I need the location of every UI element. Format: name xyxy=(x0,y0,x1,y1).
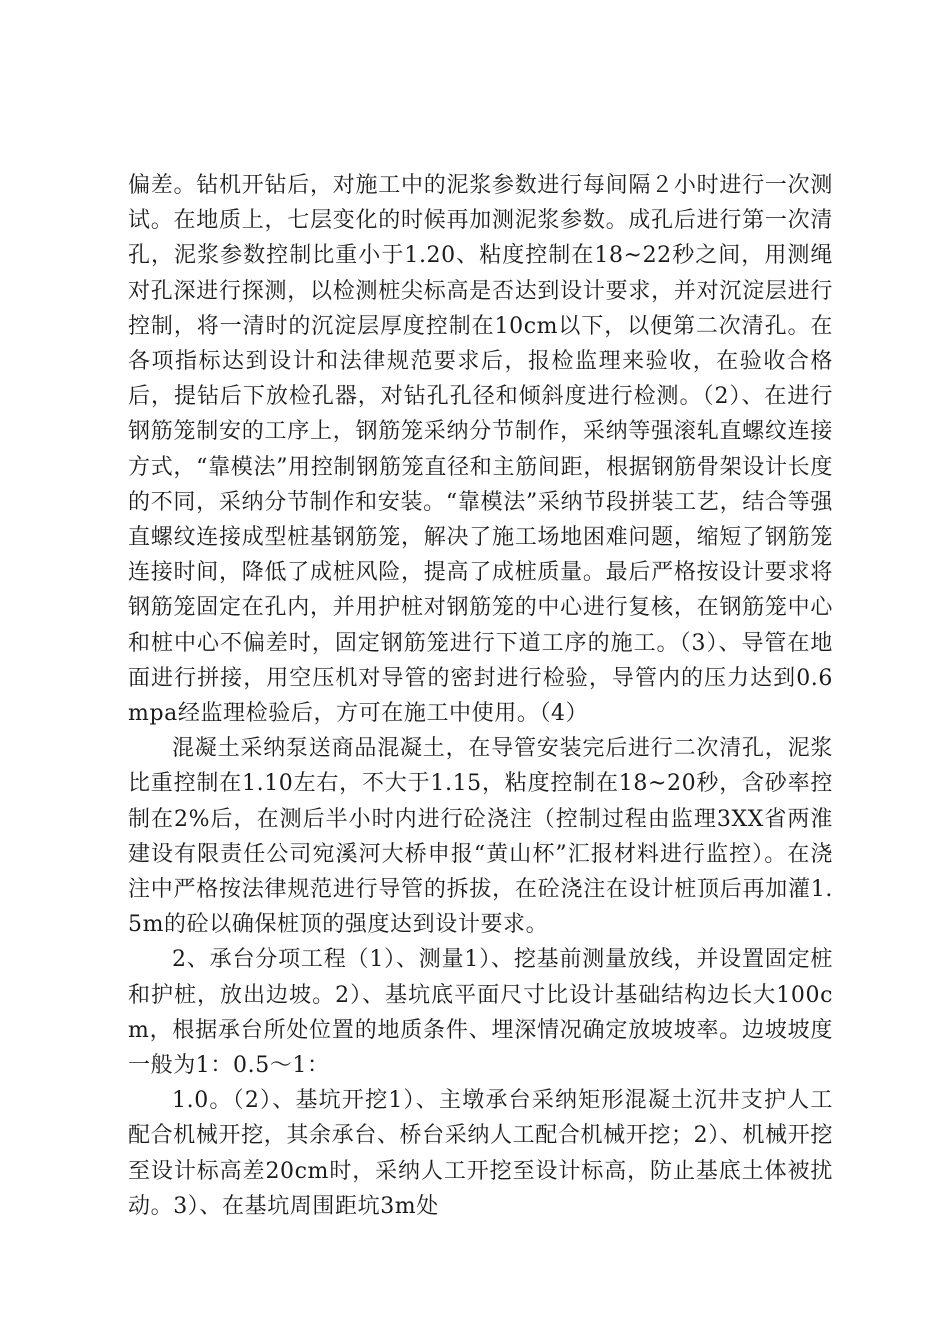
document-body xyxy=(128,168,833,1224)
paragraph-4: 1.0。（2）、基坑开挖1）、主墩承台采纳矩形混凝土沉井支护人工配合机械开挖，其余承台、桥台采纳人工配合机械开挖；2）、机械开挖至设计标高差20cm时，采纳人工开挖至设计标高，防止基底土体被扰动。3）、在基坑周围距坑3m处 xyxy=(128,1088,833,1219)
paragraph-3: 2、承台分项工程（1）、测量1）、挖基前测量放线，并设置固定桩和护桩，放出边坡。2）、基坑底平面尺寸比设计基础结构边长大100cm，根据承台所处位置的地质条件、埋深情况确定放坡坡率。边坡坡度一般为1：0.5～1： xyxy=(128,947,833,1079)
paragraph-1: 偏差。钻机开钻后，对施工中的泥浆参数进行每间隔２小时进行一次测试。在地质上，七层变化的时候再加测泥浆参数。成孔后进行第一次清孔，泥浆参数控制比重小于1.20、粘度控制在18~22秒之间，用测绳对孔深进行探测，以检测桩尖标高是否达到设计要求，并对沉淀层进行控制，将一清时的沉淀层厚度控制在10cm以下，以便第二次清孔。在各项指标达到设计和法律规范要求后，报检监理来验收，在验收合格后，提钻后下放检孔器，对钻孔孔径和倾斜度进行检测。（2）、在进行钢筋笼制安的工序上，钢筋笼采纳分节制作，采纳等强滚轧直螺纹连接方式，“靠模法”用控制钢筋笼直径和主筋间距，根据钢筋骨架设计长度的不同，采纳分节制作和安装。“靠模法”采纳节段拼装工艺，结合等强直螺纹连接成型桩基钢筋笼，解决了施工场地困难问题，缩短了钢筋笼连接时间，降低了成桩风险，提高了成桩质量。最后严格按设计要求将钢筋笼固定在孔内，并用护桩对钢筋笼的中心进行复核，在钢筋笼中心和桩中心不偏差时，固定钢筋笼进行下道工序的施工。（3）、导管在地面进行拼接，用空压机对导管的密封进行检验，导管内的压力达到0.6mpa经监理检验后，方可在施工中使用。（4） xyxy=(128,173,833,727)
paragraph-2: 混凝土采纳泵送商品混凝土，在导管安装完后进行二次清孔，泥浆比重控制在1.10左右，不大于1.15，粘度控制在18~20秒，含砂率控制在2%后，在测后半小时内进行砼浇注（控制过程由监理3XX省两淮建设有限责任公司宛溪河大桥申报“黄山杯”汇报材料进行监控）。在浇注中严格按法律规范进行导管的拆拔，在砼浇注在设计桩顶后再加灌1.5m的砼以确保桩顶的强度达到设计要求。 xyxy=(128,736,833,938)
